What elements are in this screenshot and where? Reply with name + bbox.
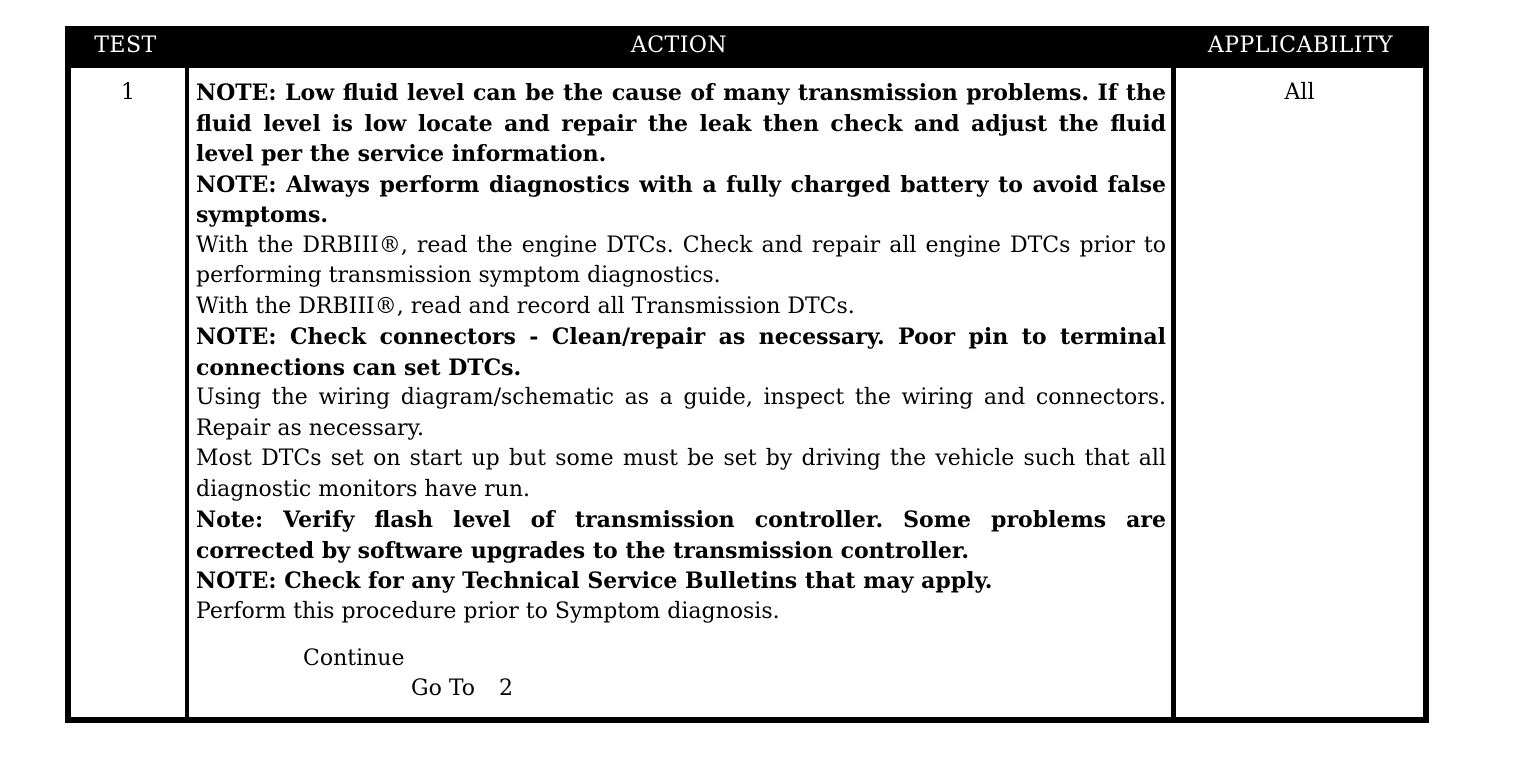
diagnostic-table [65,26,1429,723]
result-continue: Continue [303,646,405,671]
action-cell [189,68,1171,717]
test-number: 1 [121,80,135,105]
goto-link[interactable] [411,674,513,705]
action-paragraph: NOTE: Check for any Technical Service Bulletins that may apply. [196,568,993,594]
test-cell [71,68,185,717]
header-action: ACTION [630,33,728,58]
action-paragraph: NOTE: Low fluid level can be the cause of many transmission problems. If the fluid level is low locate and repair the leak then check and adjust the fluid level per the service information. [196,80,1166,167]
action-paragraph: Most DTCs set on start up but some must be set by driving the vehicle such that all diagnostic monitors have run. [196,446,1166,502]
goto-target: 2 [499,676,514,701]
header-test: TEST [94,33,157,58]
action-paragraph: Note: Verify flash level of transmission controller. Some problems are corrected by software upgrades to the transmission controller. [196,507,1166,564]
action-paragraph: With the DRBIII®, read and record all Transmission DTCs. [196,293,855,319]
action-paragraph: Perform this procedure prior to Symptom diagnosis. [196,598,780,624]
action-paragraph: Using the wiring diagram/schematic as a guide, inspect the wiring and connectors. Repair as necessary. [196,385,1166,441]
action-text [196,78,1166,627]
action-paragraph: With the DRBIII®, read the engine DTCs. Check and repair all engine DTCs prior to performing transmission symptom diagnostics. [196,232,1166,288]
action-paragraph: NOTE: Check connectors - Clean/repair as necessary. Poor pin to terminal connections can set DTCs. [196,324,1166,381]
goto-label: Go To [411,676,476,701]
action-paragraph: NOTE: Always perform diagnostics with a fully charged battery to avoid false symptoms. [196,171,1166,228]
applicability-cell [1176,68,1423,717]
applicability-value: All [1284,80,1315,105]
header-applicability: APPLICABILITY [1207,33,1394,58]
